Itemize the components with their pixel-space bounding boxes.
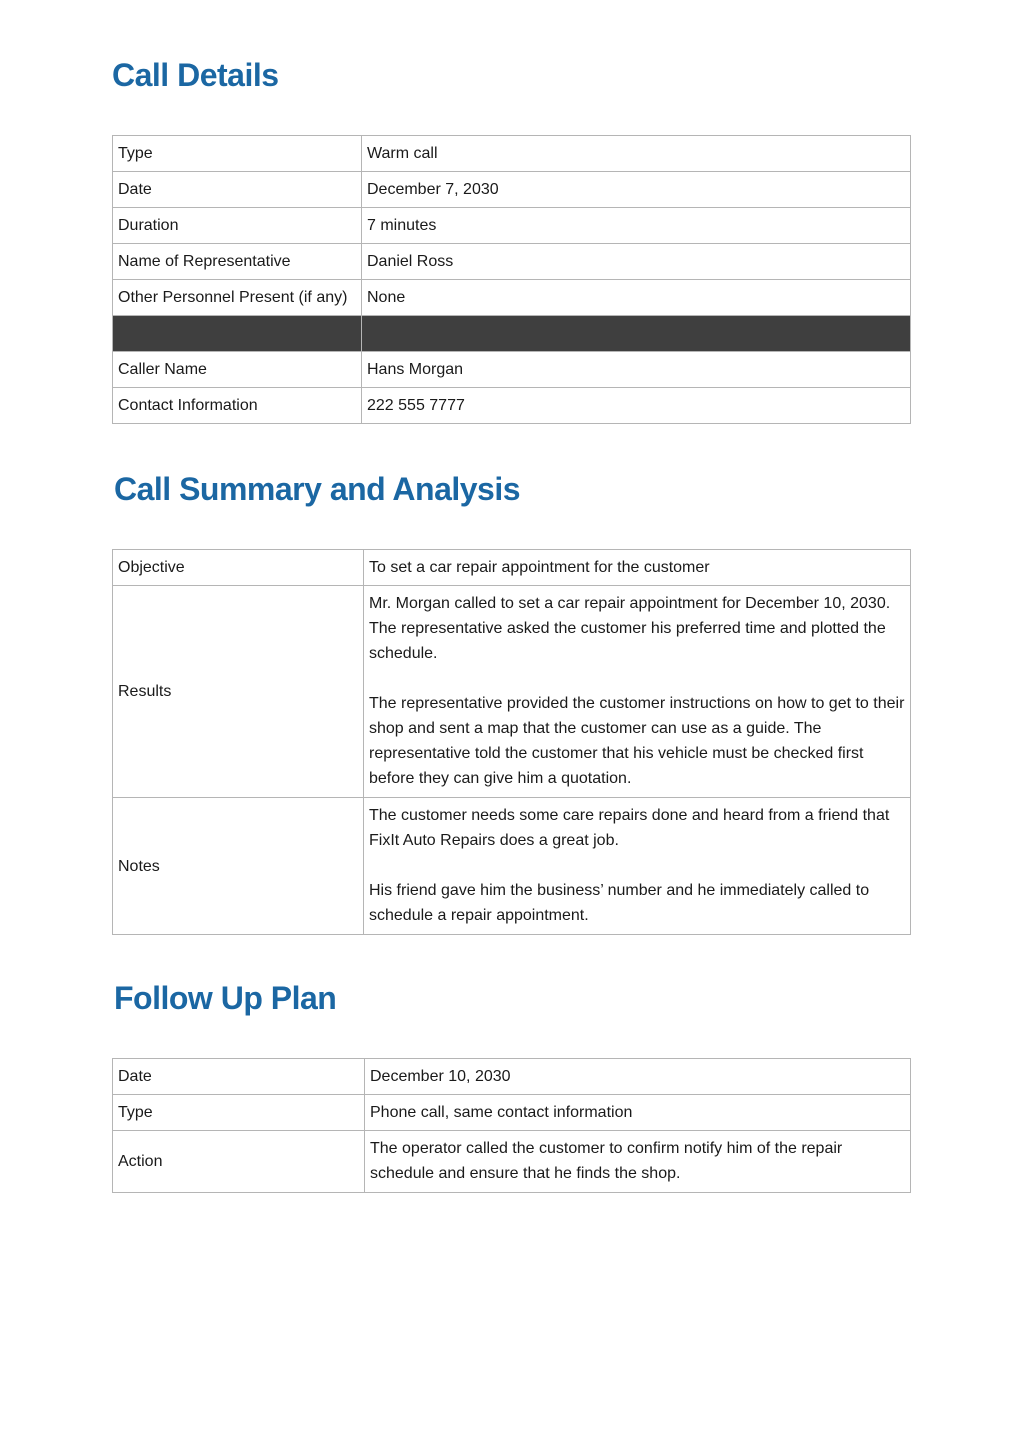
row-value-date: December 7, 2030 <box>362 172 911 208</box>
table-divider-row <box>113 316 911 352</box>
results-paragraph-1: Mr. Morgan called to set a car repair appointment for December 10, 2030. The representative asked the customer his preferred time and plotted the schedule. <box>369 595 891 662</box>
follow-up-action-value: The operator called the customer to confirm notify him of the repair schedule and ensure that he finds the shop. <box>365 1131 911 1193</box>
row-label-other-personnel: Other Personnel Present (if any) <box>113 280 362 316</box>
row-value-caller-name: Hans Morgan <box>362 352 911 388</box>
table-row <box>113 550 911 586</box>
row-value-other-personnel: None <box>362 280 911 316</box>
table-row <box>113 244 911 280</box>
summary-table <box>112 549 911 935</box>
table-row <box>113 352 911 388</box>
table-row <box>113 136 911 172</box>
divider-cell <box>362 316 911 352</box>
row-label-caller-name: Caller Name <box>113 352 362 388</box>
follow-up-table <box>112 1058 911 1193</box>
row-label-type: Type <box>113 136 362 172</box>
table-row <box>113 208 911 244</box>
follow-up-type-value: Phone call, same contact information <box>365 1095 911 1131</box>
follow-up-date-value: December 10, 2030 <box>365 1059 911 1095</box>
objective-value: To set a car repair appointment for the customer <box>364 550 911 586</box>
row-label-contact: Contact Information <box>113 388 362 424</box>
follow-up-title: Follow Up Plan <box>114 980 337 1016</box>
table-row <box>113 798 911 935</box>
table-row <box>113 280 911 316</box>
follow-up-date-label: Date <box>113 1059 365 1095</box>
row-value-duration: 7 minutes <box>362 208 911 244</box>
row-label-duration: Duration <box>113 208 362 244</box>
call-details-table <box>112 135 911 424</box>
table-row <box>113 388 911 424</box>
results-label: Results <box>113 586 364 798</box>
row-value-representative: Daniel Ross <box>362 244 911 280</box>
notes-paragraph-1: The customer needs some care repairs done and heard from a friend that FixIt Auto Repairs does a great job. <box>369 807 890 849</box>
row-label-representative: Name of Representative <box>113 244 362 280</box>
row-value-type: Warm call <box>362 136 911 172</box>
table-row <box>113 586 911 798</box>
objective-label: Objective <box>113 550 364 586</box>
table-row <box>113 172 911 208</box>
results-paragraph-2: The representative provided the customer instructions on how to get to their shop and sent a map that the customer can use as a guide. The representative told the customer that his vehicle must be checked first before they can give him a quotation. <box>369 695 905 787</box>
results-value <box>364 586 911 798</box>
table-row <box>113 1131 911 1193</box>
divider-cell <box>113 316 362 352</box>
table-row <box>113 1059 911 1095</box>
notes-label: Notes <box>113 798 364 935</box>
notes-paragraph-2: His friend gave him the business’ number and he immediately called to schedule a repair appointment. <box>369 882 870 924</box>
follow-up-action-label: Action <box>113 1131 365 1193</box>
table-row <box>113 1095 911 1131</box>
row-label-date: Date <box>113 172 362 208</box>
call-details-title: Call Details <box>112 57 279 93</box>
follow-up-type-label: Type <box>113 1095 365 1131</box>
summary-title: Call Summary and Analysis <box>114 471 521 507</box>
row-value-contact: 222 555 7777 <box>362 388 911 424</box>
notes-value <box>364 798 911 935</box>
